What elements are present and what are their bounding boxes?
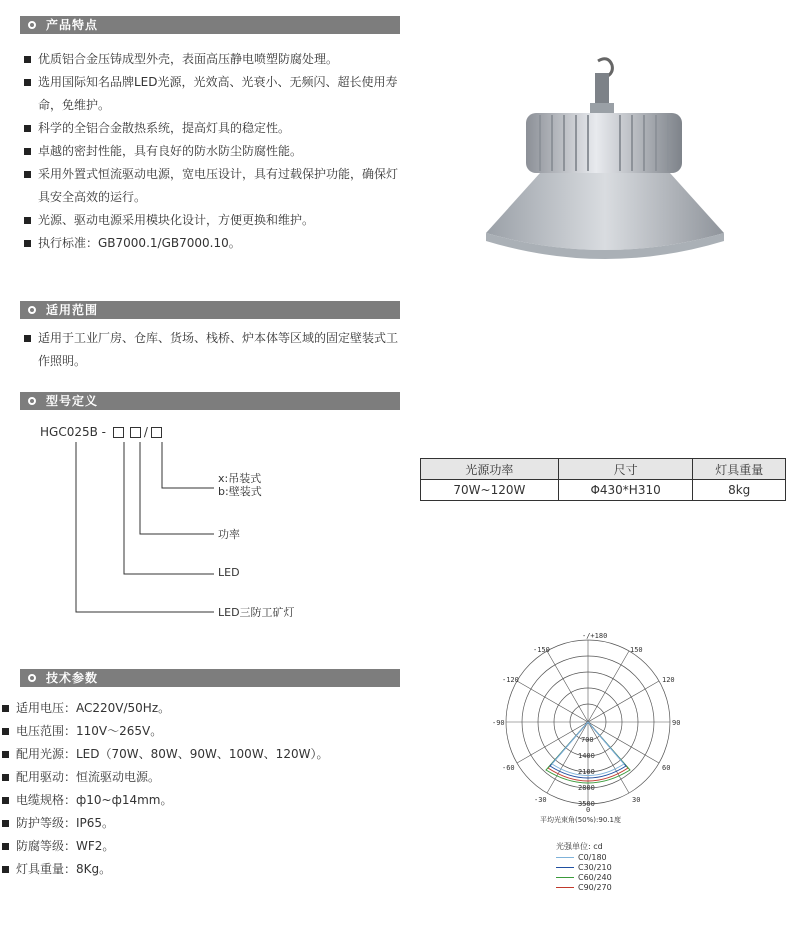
tech-item: 灯具重量：8Kg。 <box>0 858 400 881</box>
scope-title: 适用范围 <box>46 303 99 317</box>
legend-label: C30/210 <box>578 863 612 872</box>
tech-title: 技术参数 <box>46 671 99 685</box>
mount-x-label: x:吊装式 <box>218 472 262 485</box>
feature-item: 优质铝合金压铸成型外壳，表面高压静电喷塑防腐处理。 <box>22 48 404 71</box>
table-cell: 70W~120W <box>421 480 559 501</box>
model-slash: / <box>143 425 148 439</box>
model-connector-lines <box>0 430 420 630</box>
tech-header <box>20 669 400 687</box>
spec-table <box>420 458 786 501</box>
feature-item: 科学的全铝合金散热系统，提高灯具的稳定性。 <box>22 117 404 140</box>
angle-label: -/+180 <box>582 632 608 640</box>
scope-header <box>20 301 400 319</box>
section-dot-icon <box>28 306 36 314</box>
scope-item: 适用于工业厂房、仓库、货场、栈桥、炉本体等区域的固定壁装式工作照明。 <box>22 327 404 373</box>
tech-item: 电缆规格：ф10~ф14mm。 <box>0 789 400 812</box>
table-header: 灯具重量 <box>693 459 786 480</box>
radial-label: 1400 <box>578 752 595 760</box>
angle-label: 150 <box>630 646 643 654</box>
angle-label: 90 <box>672 719 681 727</box>
tech-item: 防腐等级：WF2。 <box>0 835 400 858</box>
tech-item: 电压范围：110V～265V。 <box>0 720 400 743</box>
radial-label: 700 <box>581 736 594 744</box>
section-dot-icon <box>28 674 36 682</box>
product-lamp-image <box>480 55 730 265</box>
legend-label: C0/180 <box>578 853 607 862</box>
table-row <box>421 480 786 501</box>
mount-b-label: b:壁装式 <box>218 485 262 498</box>
model-mount-labels <box>218 472 262 498</box>
beam-angle-text: 平均光束角(50%):90.1度 <box>540 816 621 824</box>
angle-label: 0 <box>586 806 591 814</box>
angle-label: 30 <box>632 796 641 804</box>
legend-label: C60/240 <box>578 873 612 882</box>
angle-label: 60 <box>662 764 671 772</box>
tech-item: 配用光源：LED（70W、80W、90W、100W、120W）。 <box>0 743 400 766</box>
type-label: LED三防工矿灯 <box>218 606 295 619</box>
angle-label: 120 <box>662 676 675 684</box>
table-header: 尺寸 <box>558 459 693 480</box>
model-prefix: HGC025B - <box>40 425 106 439</box>
table-header: 光源功率 <box>421 459 559 480</box>
angle-label: -120 <box>502 676 519 684</box>
angle-label: -150 <box>533 646 550 654</box>
model-header <box>20 392 400 410</box>
legend-line-c0 <box>556 857 574 858</box>
tech-item: 适用电压：AC220V/50Hz。 <box>0 697 400 720</box>
legend-item <box>556 883 612 893</box>
radial-label: 3500 <box>578 800 595 808</box>
feature-item: 光源、驱动电源采用模块化设计，方便更换和维护。 <box>22 209 404 232</box>
feature-item: 选用国际知名品牌LED光源，光效高、光衰小、无频闪、超长使用寿命，免维护。 <box>22 71 404 117</box>
features-list <box>22 48 404 255</box>
feature-item: 卓越的密封性能，具有良好的防水防尘防腐性能。 <box>22 140 404 163</box>
radial-label: 2800 <box>578 784 595 792</box>
angle-label: -90 <box>492 719 505 727</box>
legend-item <box>556 873 612 883</box>
feature-item: 采用外置式恒流驱动电源，宽电压设计，具有过载保护功能，确保灯具安全高效的运行。 <box>22 163 404 209</box>
radial-label: 2100 <box>578 768 595 776</box>
tech-list <box>0 697 400 881</box>
features-title: 产品特点 <box>46 18 99 32</box>
intensity-unit: 光强单位: cd <box>556 842 603 851</box>
angle-label: -30 <box>534 796 547 804</box>
polar-legend <box>556 853 612 893</box>
polar-diagram <box>490 630 690 830</box>
scope-list <box>22 327 404 373</box>
tech-item: 配用驱动：恒流驱动电源。 <box>0 766 400 789</box>
tech-item: 防护等级：IP65。 <box>0 812 400 835</box>
section-dot-icon <box>28 397 36 405</box>
section-dot-icon <box>28 21 36 29</box>
feature-item: 执行标准：GB7000.1/GB7000.10。 <box>22 232 404 255</box>
features-header <box>20 16 400 34</box>
table-header-row <box>421 459 786 480</box>
legend-item <box>556 853 612 863</box>
table-cell: 8kg <box>693 480 786 501</box>
model-title: 型号定义 <box>46 394 99 408</box>
legend-line-c60 <box>556 877 574 878</box>
table-cell: Φ430*H310 <box>558 480 693 501</box>
legend-line-c90 <box>556 887 574 888</box>
legend-item <box>556 863 612 873</box>
angle-label: -60 <box>502 764 515 772</box>
power-label: 功率 <box>218 528 240 541</box>
legend-label: C90/270 <box>578 883 612 892</box>
led-label: LED <box>218 566 240 579</box>
legend-line-c30 <box>556 867 574 868</box>
